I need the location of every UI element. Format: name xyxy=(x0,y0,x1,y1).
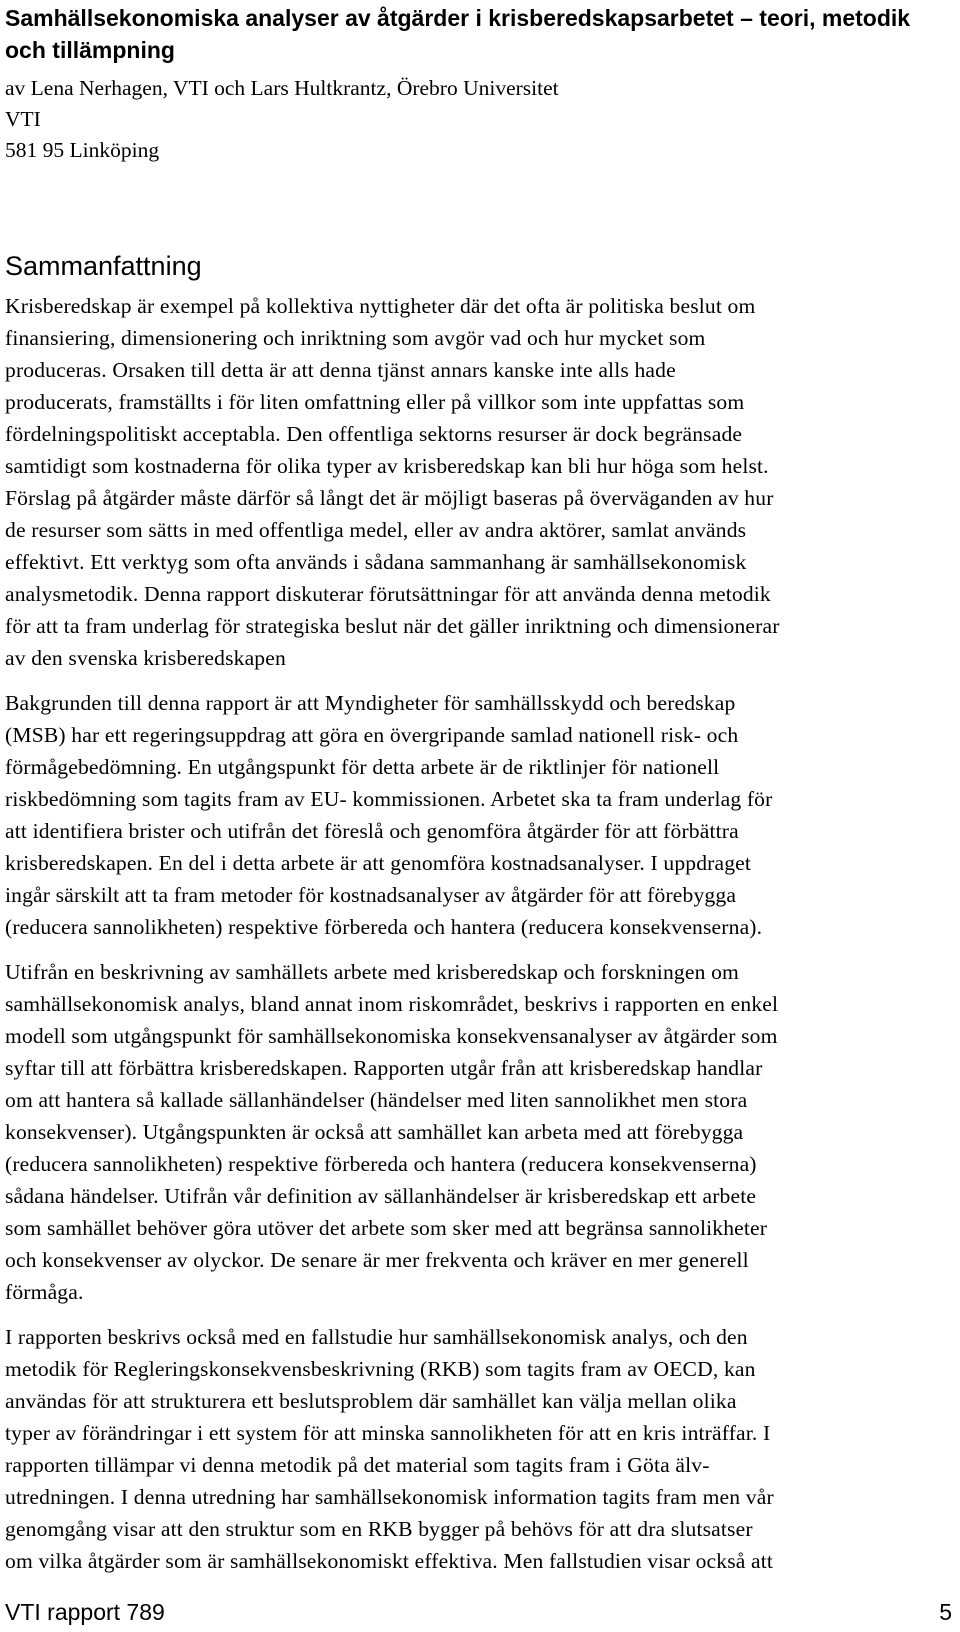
author-organization: VTI xyxy=(5,107,41,131)
paragraph-line: för att ta fram underlag för strategiska beslut när det gäller inriktning och dimensionerar xyxy=(5,614,780,638)
paragraph-line: Bakgrunden till denna rapport är att Myndigheter för samhällsskydd och beredskap xyxy=(5,691,736,715)
paragraph-line: krisberedskapen. En del i detta arbete är att genomföra kostnadsanalyser. I uppdraget xyxy=(5,851,752,875)
document-title xyxy=(5,2,955,66)
paragraph-line: syftar till att förbättra krisberedskapen. Rapporten utgår från att krisberedskap handlar xyxy=(5,1056,763,1080)
paragraph-line: förmåga. xyxy=(5,1280,84,1304)
paragraph-line: Utifrån en beskrivning av samhällets arbete med krisberedskap och forskningen om xyxy=(5,960,739,984)
summary-paragraph xyxy=(5,687,955,943)
paragraph-line: konsekvenser). Utgångspunkten är också att samhället kan arbeta med att förebygga xyxy=(5,1120,744,1144)
paragraph-line: effektivt. Ett verktyg som ofta används i sådana sammanhang är samhällsekonomisk xyxy=(5,550,747,574)
paragraph-line: (reducera sannolikheten) respektive förbereda och hantera (reducera konsekvenserna). xyxy=(5,915,763,939)
paragraph-line: typer av förändringar i ett system för att minska sannolikheten för att en kris inträffar. I xyxy=(5,1421,771,1445)
summary-paragraph xyxy=(5,1321,955,1577)
paragraph-line: om vilka åtgärder som är samhällsekonomiskt effektiva. Men fallstudien visar också att xyxy=(5,1549,774,1573)
paragraph-line: producerats, framställts i för liten omfattning eller på villkor som inte uppfattas som xyxy=(5,390,745,414)
paragraph-line: Krisberedskap är exempel på kollektiva nyttigheter där det ofta är politiska beslut om xyxy=(5,294,756,318)
paragraph-line: ingår särskilt att ta fram metoder för kostnadsanalyser av åtgärder för att förebygga xyxy=(5,883,737,907)
author-address: 581 95 Linköping xyxy=(5,138,160,162)
author-block xyxy=(5,73,559,166)
section-heading-summary: Sammanfattning xyxy=(5,251,202,281)
paragraph-line: fördelningspolitiskt acceptabla. Den offentliga sektorns resurser är dock begränsade xyxy=(5,422,743,446)
paragraph-line: och konsekvenser av olyckor. De senare är mer frekventa och kräver en mer generell xyxy=(5,1248,749,1272)
paragraph-line: samhällsekonomisk analys, bland annat inom riskområdet, beskrivs i rapporten en enkel xyxy=(5,992,779,1016)
paragraph-line: användas för att strukturera ett beslutsproblem där samhället kan välja mellan olika xyxy=(5,1389,737,1413)
paragraph-line: produceras. Orsaken till detta är att denna tjänst annars kanske inte alls hade xyxy=(5,358,676,382)
paragraph-line: samtidigt som kostnaderna för olika typer av krisberedskap kan bli hur höga som helst. xyxy=(5,454,769,478)
paragraph-line: (reducera sannolikheten) respektive förbereda och hantera (reducera konsekvenserna) xyxy=(5,1152,757,1176)
paragraph-line: riskbedömning som tagits fram av EU- kommissionen. Arbetet ska ta fram underlag för xyxy=(5,787,773,811)
footer-report-name: VTI rapport 789 xyxy=(5,1599,165,1625)
paragraph-line: finansiering, dimensionering och inriktning som avgör vad och hur mycket som xyxy=(5,326,706,350)
paragraph-line: genomgång visar att den struktur som en RKB bygger på behövs för att dra slutsatser xyxy=(5,1517,753,1541)
paragraph-line: utredningen. I denna utredning har samhällsekonomisk information tagits fram men vår xyxy=(5,1485,774,1509)
paragraph-line: rapporten tillämpar vi denna metodik på det material som tagits fram i Göta älv- xyxy=(5,1453,710,1477)
paragraph-line: förmågebedömning. En utgångspunkt för detta arbete är de riktlinjer för nationell xyxy=(5,755,720,779)
author-byline: av Lena Nerhagen, VTI och Lars Hultkrantz, Örebro Universitet xyxy=(5,76,559,100)
footer-page-number: 5 xyxy=(939,1599,952,1625)
paragraph-line: av den svenska krisberedskapen xyxy=(5,646,286,670)
paragraph-line: som samhället behöver göra utöver det arbete som sker med att begränsa sannolikheter xyxy=(5,1216,768,1240)
paragraph-line: (MSB) har ett regeringsuppdrag att göra en övergripande samlad nationell risk- och xyxy=(5,723,739,747)
paragraph-line: om att hantera så kallade sällanhändelser (händelser med liten sannolikhet men stora xyxy=(5,1088,748,1112)
title-line: och tillämpning xyxy=(5,37,175,63)
paragraph-line: de resurser som sätts in med offentliga medel, eller av andra aktörer, samlat används xyxy=(5,518,747,542)
paragraph-line: sådana händelser. Utifrån vår definition av sällanhändelser är krisberedskap ett arbete xyxy=(5,1184,757,1208)
paragraph-line: I rapporten beskrivs också med en fallstudie hur samhällsekonomisk analys, och den xyxy=(5,1325,748,1349)
page-footer xyxy=(5,1597,952,1627)
title-line: Samhällsekonomiska analyser av åtgärder i krisberedskapsarbetet – teori, metodik xyxy=(5,5,911,31)
paragraph-line: att identifiera brister och utifrån det föreslå och genomföra åtgärder för att förbättra xyxy=(5,819,739,843)
summary-paragraph xyxy=(5,956,955,1308)
summary-body xyxy=(5,290,955,1590)
summary-paragraph xyxy=(5,290,955,674)
paragraph-line: Förslag på åtgärder måste därför så långt det är möjligt baseras på överväganden av hur xyxy=(5,486,774,510)
paragraph-line: analysmetodik. Denna rapport diskuterar förutsättningar för att använda denna metodik xyxy=(5,582,771,606)
paragraph-line: metodik för Regleringskonsekvensbeskrivning (RKB) som tagits fram av OECD, kan xyxy=(5,1357,756,1381)
paragraph-line: modell som utgångspunkt för samhällsekonomiska konsekvensanalyser av åtgärder som xyxy=(5,1024,778,1048)
